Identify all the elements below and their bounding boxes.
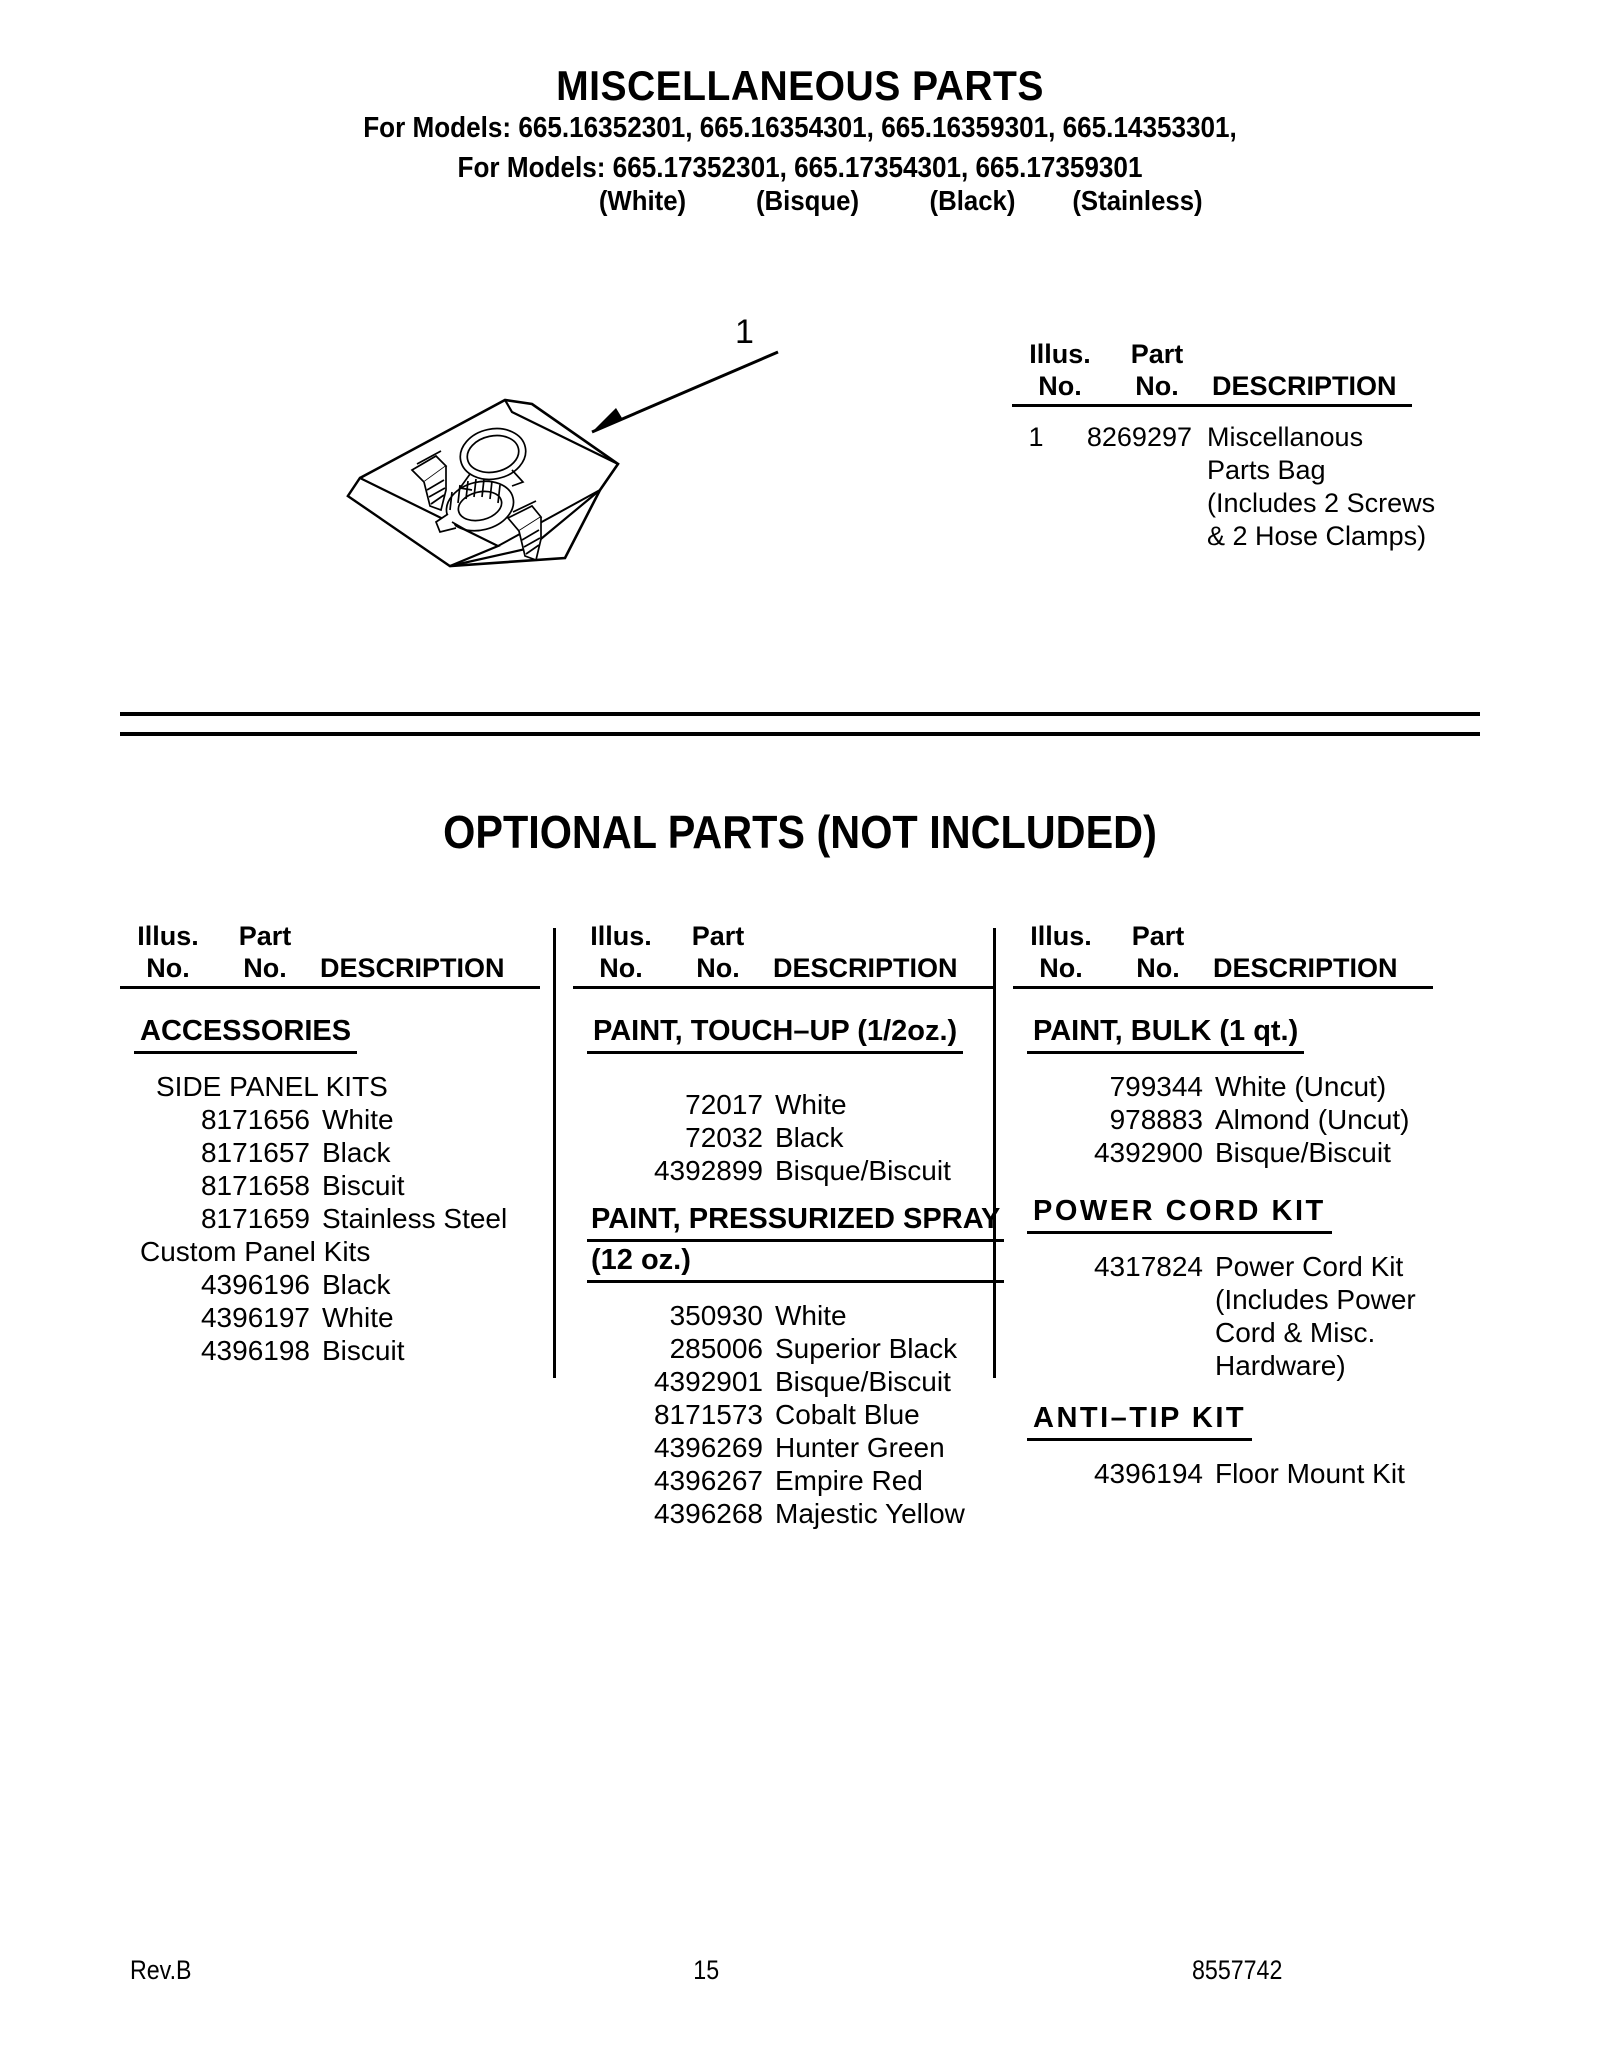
section-paint-pressurized-spray — [587, 1203, 1001, 1283]
parts-list-side-panel-kits — [120, 1103, 540, 1235]
item-description: Black — [322, 1269, 391, 1300]
section-heading-accessories: ACCESSORIES — [134, 1015, 357, 1054]
header-part-line1: Part — [1130, 339, 1184, 369]
list-item — [1013, 1136, 1433, 1169]
color-label-bisque: (Bisque) — [755, 185, 860, 216]
list-item — [573, 1332, 993, 1365]
item-part-no: 285006 — [669, 1333, 763, 1364]
header-part-line2: No. — [1135, 371, 1179, 401]
item-part-no: 8171657 — [200, 1137, 310, 1168]
item-part-no: 8171573 — [653, 1399, 763, 1430]
item-part-no: 72032 — [685, 1122, 763, 1153]
color-variant-labels — [560, 185, 1220, 217]
callout-leader-line — [560, 340, 790, 450]
row-description — [1207, 421, 1436, 553]
header-part-line1: Part — [238, 921, 292, 951]
parts-list-power-cord-kit — [1013, 1250, 1433, 1386]
section-heading-paint-bulk: PAINT, BULK (1 qt.) — [1027, 1015, 1304, 1054]
item-description-line: Cord & Misc. — [1215, 1317, 1376, 1348]
item-description: Cobalt Blue — [775, 1399, 920, 1430]
header-illus-line2: No. — [1039, 953, 1083, 983]
list-item — [120, 1268, 540, 1301]
main-parts-table — [1012, 338, 1436, 553]
optional-column-accessories — [120, 920, 540, 1367]
item-description: Bisque/Biscuit — [775, 1155, 951, 1186]
header-part-line2: No. — [243, 953, 287, 983]
item-part-no: 4392900 — [1093, 1137, 1203, 1168]
list-item — [120, 1103, 540, 1136]
item-description: Biscuit — [322, 1335, 405, 1366]
item-description: Stainless Steel — [322, 1203, 508, 1234]
header-description: DESCRIPTION — [320, 953, 505, 983]
item-description: Bisque/Biscuit — [1215, 1137, 1391, 1168]
item-description: Almond (Uncut) — [1215, 1104, 1410, 1135]
group-label-side-panel-kits: SIDE PANEL KITS — [156, 1071, 388, 1102]
color-label-white: (White) — [598, 185, 687, 216]
list-item — [573, 1121, 993, 1154]
model-line-2: For Models: 665.17352301, 665.17354301, 665.17359301 — [457, 152, 1143, 184]
section-heading-line1: PAINT, PRESSURIZED SPRAY — [587, 1203, 1004, 1242]
item-description: White — [775, 1300, 847, 1331]
header-illus-line2: No. — [146, 953, 190, 983]
section-divider-bottom — [120, 732, 1480, 736]
header-part-line2: No. — [696, 953, 740, 983]
list-item — [120, 1334, 540, 1367]
item-description-line: Power Cord Kit — [1215, 1251, 1404, 1282]
model-line-1: For Models: 665.16352301, 665.16354301, 665.16359301, 665.14353301, — [363, 112, 1237, 144]
callout-number-1: 1 — [735, 313, 754, 351]
section-anti-tip-kit — [1027, 1402, 1433, 1441]
item-description: Biscuit — [322, 1170, 405, 1201]
parts-list-anti-tip-kit — [1013, 1457, 1433, 1490]
item-part-no: 799344 — [1109, 1071, 1203, 1102]
parts-list-paint-bulk — [1013, 1070, 1433, 1169]
table-row — [1012, 421, 1436, 553]
header-part-line1: Part — [691, 921, 745, 951]
header-part-line2: No. — [1136, 953, 1180, 983]
item-description: Empire Red — [775, 1465, 923, 1496]
row-description-line: Parts Bag — [1207, 455, 1326, 485]
item-description: White — [775, 1089, 847, 1120]
list-item — [573, 1398, 993, 1431]
list-item — [573, 1154, 993, 1187]
section-heading-paint-spray — [587, 1203, 1004, 1283]
page-title: MISCELLANEOUS PARTS — [556, 62, 1044, 109]
list-item — [1013, 1070, 1433, 1103]
column-1-header-rule — [120, 986, 540, 989]
header-description: DESCRIPTION — [1213, 953, 1398, 983]
column-2-header — [573, 920, 993, 989]
section-heading-paint-touch-up: PAINT, TOUCH–UP (1/2oz.) — [587, 1015, 963, 1054]
header-illus-line2: No. — [599, 953, 643, 983]
color-label-black: (Black) — [929, 185, 1016, 216]
item-part-no: 4396197 — [200, 1302, 310, 1333]
footer-document-number: 8557742 — [1191, 1955, 1283, 1985]
item-part-no: 8171658 — [200, 1170, 310, 1201]
item-description: Bisque/Biscuit — [775, 1366, 951, 1397]
item-description-line: Hardware) — [1215, 1350, 1346, 1381]
item-description-line: (Includes Power — [1215, 1284, 1416, 1315]
column-divider-2 — [993, 928, 996, 1378]
list-item — [120, 1169, 540, 1202]
item-part-no: 350930 — [669, 1300, 763, 1331]
list-item — [1013, 1457, 1433, 1490]
color-label-stainless: (Stainless) — [1072, 185, 1203, 216]
section-paint-bulk — [1027, 1015, 1433, 1054]
column-divider-1 — [553, 928, 556, 1378]
section-paint-touch-up — [587, 1015, 993, 1054]
item-part-no: 72017 — [685, 1089, 763, 1120]
header-illus-line1: Illus. — [137, 921, 199, 951]
list-item — [573, 1497, 993, 1530]
row-part-no: 8269297 — [1086, 422, 1192, 452]
row-illus-no: 1 — [1028, 422, 1044, 452]
list-item — [120, 1301, 540, 1334]
header-description: DESCRIPTION — [773, 953, 958, 983]
item-part-no: 4396194 — [1093, 1458, 1203, 1489]
column-1-header — [120, 920, 540, 989]
item-description — [1215, 1250, 1416, 1382]
parts-list-paint-spray — [573, 1299, 993, 1530]
list-item — [573, 1088, 993, 1121]
row-description-line: & 2 Hose Clamps) — [1207, 521, 1427, 551]
item-part-no: 978883 — [1109, 1104, 1203, 1135]
list-item — [120, 1202, 540, 1235]
item-part-no: 8171656 — [200, 1104, 310, 1135]
row-description-line: (Includes 2 Screws — [1207, 488, 1436, 518]
item-description: White (Uncut) — [1215, 1071, 1387, 1102]
item-part-no: 4317824 — [1093, 1251, 1203, 1282]
section-accessories — [134, 1015, 540, 1054]
optional-parts-columns — [120, 920, 1480, 1529]
optional-parts-title: OPTIONAL PARTS (NOT INCLUDED) — [443, 806, 1157, 858]
list-item — [573, 1431, 993, 1464]
list-item — [573, 1299, 993, 1332]
footer-revision: Rev.B — [130, 1955, 192, 1985]
footer-page-number: 15 — [693, 1955, 720, 1985]
item-description: Floor Mount Kit — [1215, 1458, 1405, 1489]
column-3-header — [1013, 920, 1433, 989]
header-illus-line1: Illus. — [1030, 921, 1092, 951]
item-part-no: 4396267 — [653, 1465, 763, 1496]
item-description: Majestic Yellow — [775, 1498, 965, 1529]
list-item — [573, 1365, 993, 1398]
item-part-no: 4392899 — [653, 1155, 763, 1186]
page-footer — [130, 1955, 1282, 1986]
header-part-line1: Part — [1131, 921, 1185, 951]
section-power-cord-kit — [1027, 1195, 1433, 1234]
item-description: White — [322, 1104, 394, 1135]
parts-list-custom-panel-kits — [120, 1268, 540, 1367]
item-description: Black — [775, 1122, 844, 1153]
optional-column-kits — [1013, 920, 1433, 1490]
header-description: DESCRIPTION — [1212, 371, 1397, 401]
group-label-custom-panel-kits: Custom Panel Kits — [140, 1236, 371, 1267]
list-item — [1013, 1103, 1433, 1136]
section-heading-line2: (12 oz.) — [591, 1244, 691, 1276]
column-3-header-rule — [1013, 986, 1433, 989]
item-description: Black — [322, 1137, 391, 1168]
list-item — [120, 1136, 540, 1169]
row-description-line: Miscellanous — [1207, 422, 1364, 452]
item-description: Superior Black — [775, 1333, 958, 1364]
section-divider-top — [120, 712, 1480, 716]
optional-column-paint — [573, 920, 1001, 1530]
item-description: White — [322, 1302, 394, 1333]
header-illus-line1: Illus. — [1029, 339, 1091, 369]
parts-list-paint-touch-up — [573, 1088, 993, 1187]
item-part-no: 4392901 — [653, 1366, 763, 1397]
list-item — [1013, 1250, 1433, 1386]
section-heading-power-cord-kit: POWER CORD KIT — [1027, 1195, 1332, 1234]
list-item — [573, 1464, 993, 1497]
section-heading-anti-tip-kit: ANTI–TIP KIT — [1027, 1402, 1252, 1441]
item-description: Hunter Green — [775, 1432, 945, 1463]
item-part-no: 8171659 — [200, 1203, 310, 1234]
item-part-no: 4396268 — [653, 1498, 763, 1529]
item-part-no: 4396196 — [200, 1269, 310, 1300]
column-2-header-rule — [573, 986, 993, 989]
table-header — [1012, 338, 1412, 407]
item-part-no: 4396269 — [653, 1432, 763, 1463]
table-header-rule — [1012, 404, 1412, 407]
item-part-no: 4396198 — [200, 1335, 310, 1366]
header-illus-line2: No. — [1038, 371, 1082, 401]
header-illus-line1: Illus. — [590, 921, 652, 951]
